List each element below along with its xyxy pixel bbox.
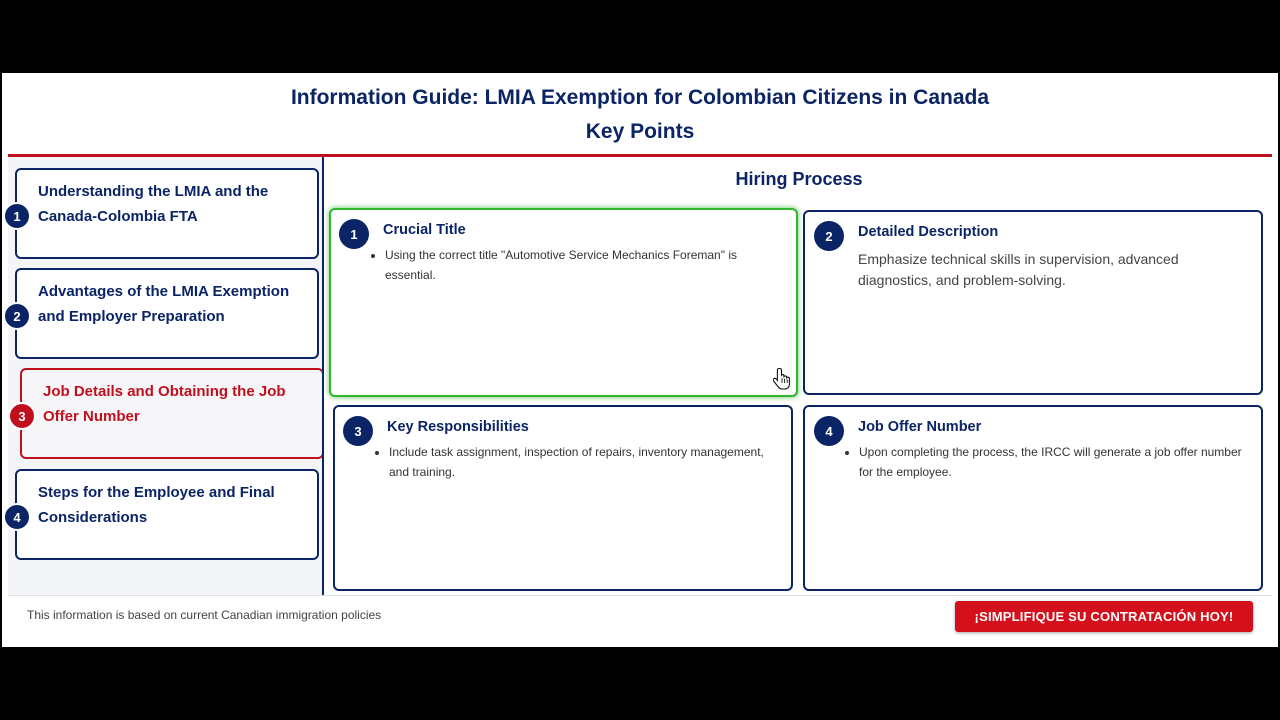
footer-divider (8, 595, 1272, 596)
card-title: Crucial Title (383, 222, 466, 238)
card-title: Key Responsibilities (387, 419, 529, 435)
step-number-badge: 1 (3, 202, 31, 230)
card-job-offer-number[interactable] (803, 405, 1263, 591)
slide (2, 73, 1278, 647)
card-number-badge: 4 (814, 416, 844, 446)
card-number-badge: 3 (343, 416, 373, 446)
step-number-badge: 3 (8, 402, 36, 430)
sidebar (8, 157, 322, 595)
card-body (389, 443, 781, 482)
sidebar-item-label: Advantages of the LMIA Exemption and Employer Preparation (38, 283, 290, 325)
card-title: Detailed Description (858, 224, 999, 240)
card-text: Emphasize technical skills in supervision, advanced diagnostics, and problem-solving. (858, 251, 1179, 288)
page-subtitle: Key Points (585, 120, 695, 143)
card-body (385, 246, 786, 285)
cta-button[interactable]: ¡SIMPLIFIQUE SU CONTRATACIÓN HOY! (955, 601, 1253, 632)
header (2, 73, 1278, 155)
card-body (859, 443, 1251, 482)
sidebar-item-employee-steps[interactable] (15, 469, 319, 560)
sidebar-item-label: Steps for the Employee and Final Considerations (38, 484, 275, 526)
card-bullet: • Using the correct title "Automotive Service Mechanics Foreman" is essential. (385, 246, 786, 285)
sidebar-item-advantages[interactable] (15, 268, 319, 359)
sidebar-item-job-details[interactable] (20, 368, 324, 459)
page-title: Information Guide: LMIA Exemption for Colombian Citizens in Canada (290, 86, 990, 109)
card-key-responsibilities[interactable] (333, 405, 793, 591)
card-number-badge: 2 (814, 221, 844, 251)
card-bullet: • Upon completing the process, the IRCC will generate a job offer number for the employee. (859, 443, 1251, 482)
sidebar-item-understanding-lmia[interactable] (15, 168, 319, 259)
footer-note: This information is based on current Canadian immigration policies (27, 608, 382, 622)
step-number-badge: 2 (3, 302, 31, 330)
sidebar-item-label: Job Details and Obtaining the Job Offer Number (43, 383, 286, 425)
card-bullet: • Include task assignment, inspection of repairs, inventory management, and training. (389, 443, 781, 482)
card-crucial-title[interactable] (329, 208, 798, 397)
sidebar-item-label: Understanding the LMIA and the Canada-Colombia FTA (38, 183, 269, 225)
card-number-badge: 1 (339, 219, 369, 249)
card-detailed-description[interactable] (803, 210, 1263, 395)
step-number-badge: 4 (3, 503, 31, 531)
section-title: Hiring Process (735, 169, 863, 189)
hand-pointer-icon (773, 367, 791, 391)
card-title: Job Offer Number (858, 419, 982, 435)
sidebar-divider (322, 157, 324, 595)
